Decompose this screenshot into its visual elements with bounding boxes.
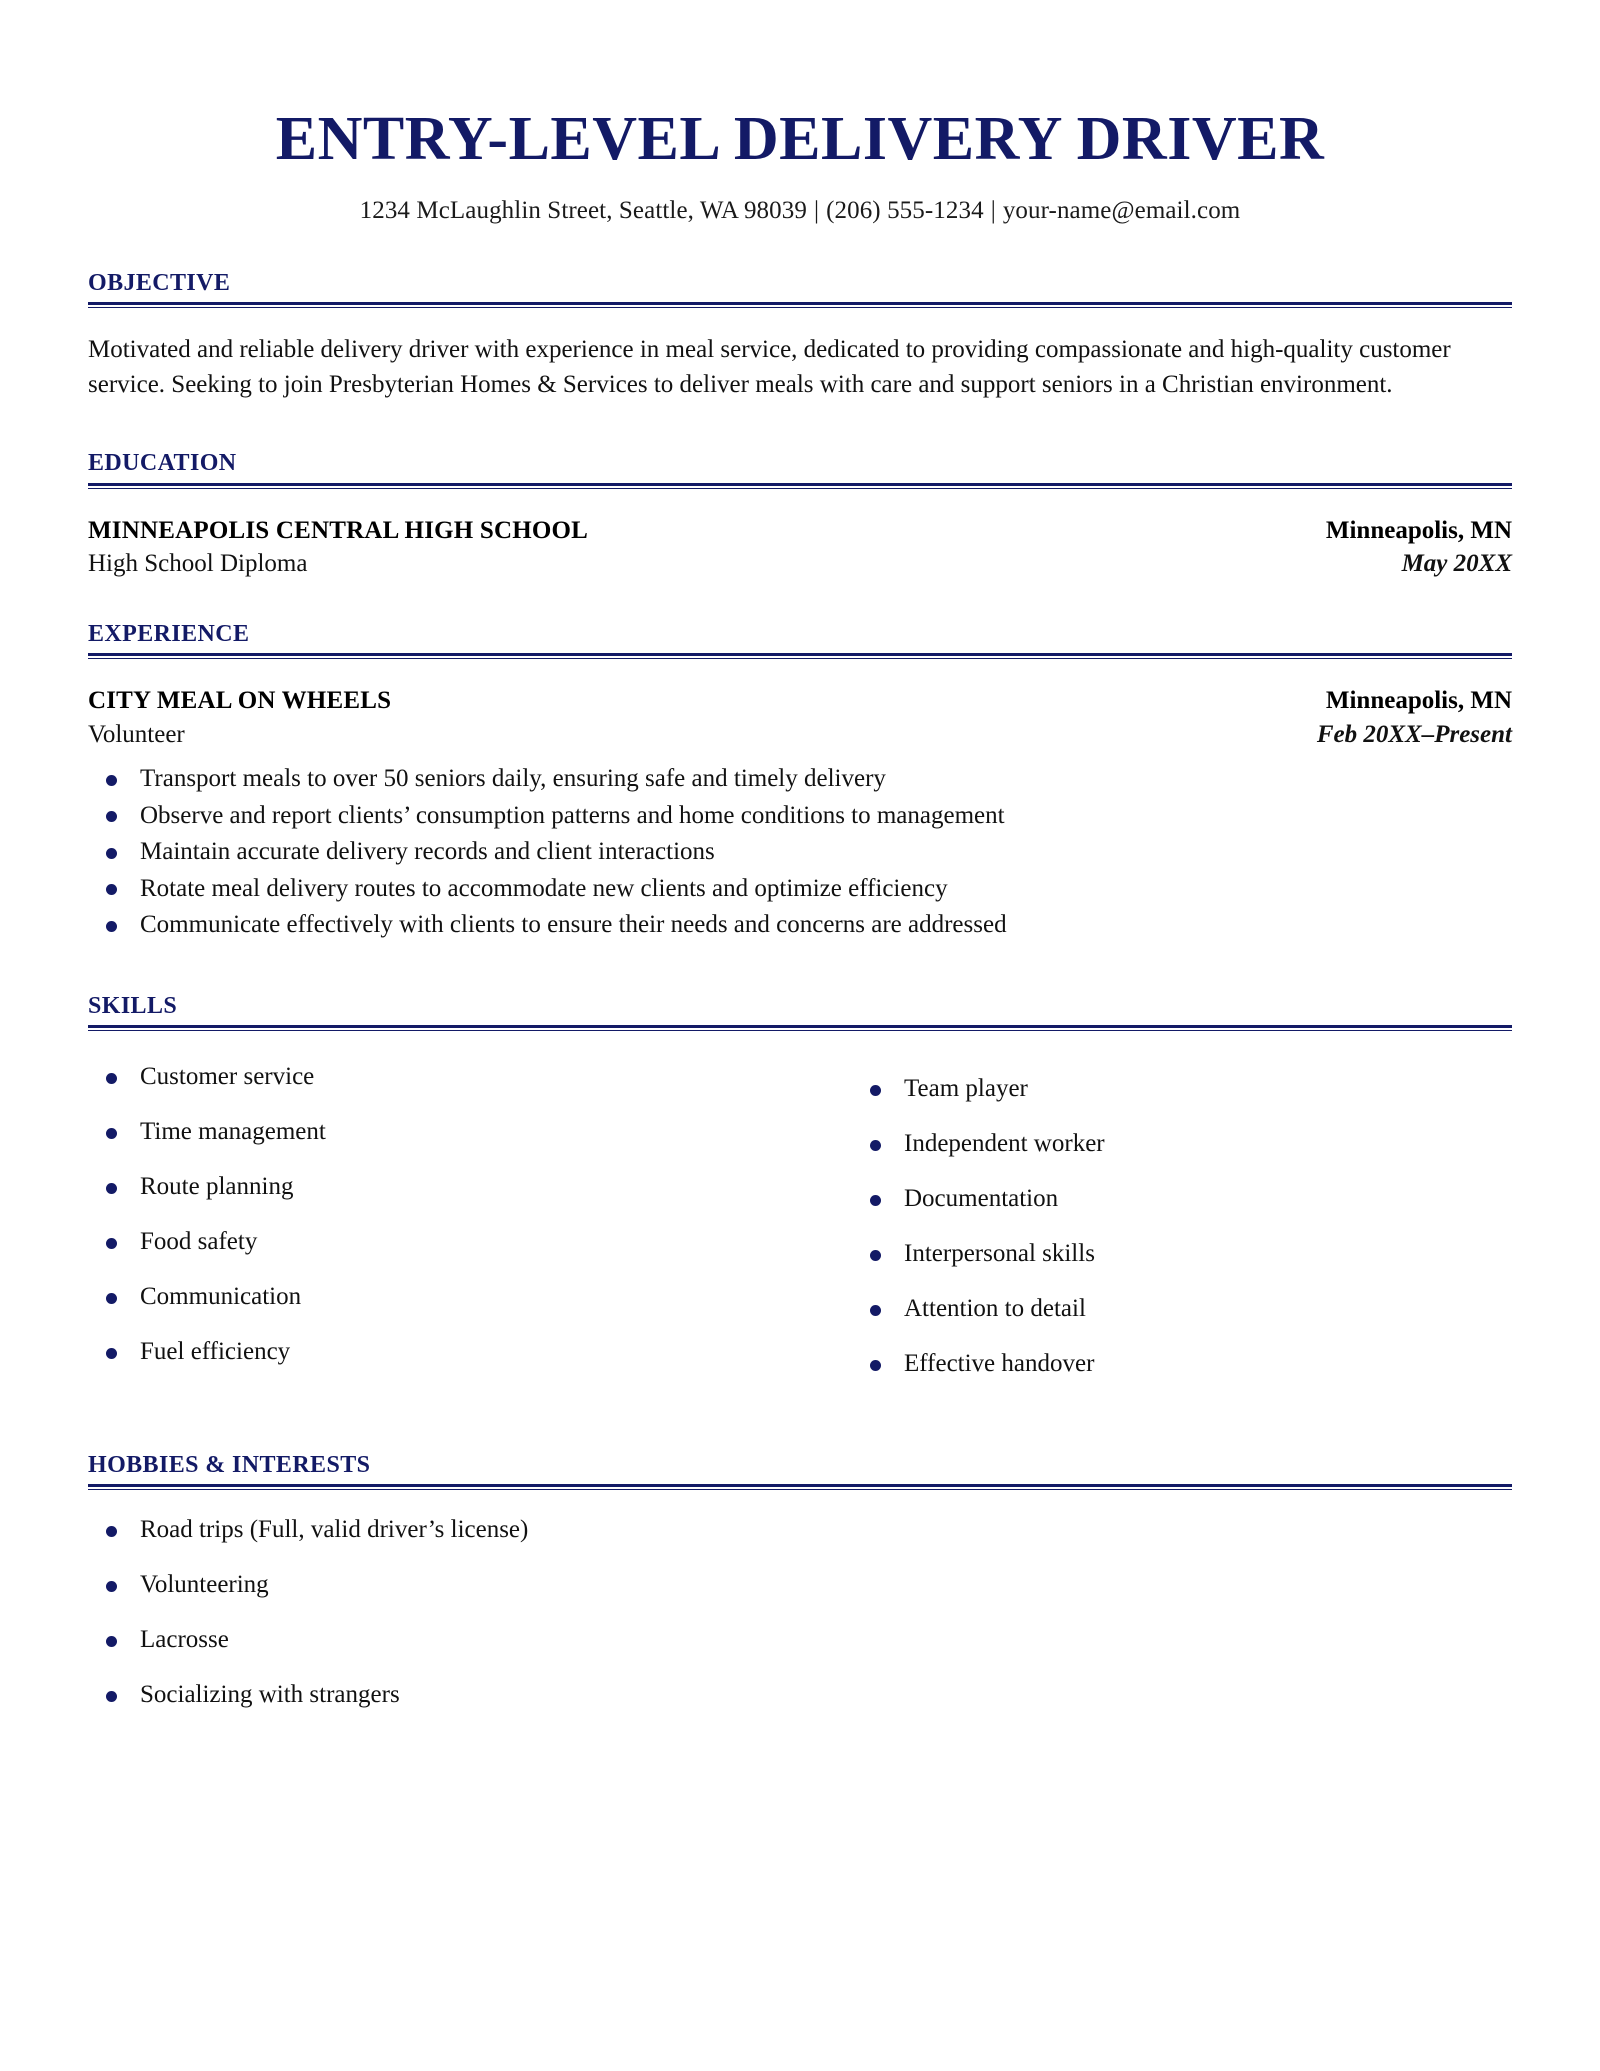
skills-column-right bbox=[800, 1062, 1512, 1404]
skill-text: Food safety bbox=[140, 1228, 258, 1256]
education-location: Minneapolis, MN bbox=[1325, 516, 1512, 544]
skill-text: Documentation bbox=[904, 1185, 1059, 1213]
bullet-dot-icon bbox=[106, 1183, 117, 1194]
section-title-hobbies: HOBBIES & INTERESTS bbox=[88, 1452, 371, 1479]
hobby-text: Socializing with strangers bbox=[140, 1681, 400, 1709]
skill-text: Attention to detail bbox=[904, 1295, 1086, 1323]
list-item bbox=[88, 871, 1512, 907]
list-item bbox=[88, 1282, 800, 1312]
bullet-dot-icon bbox=[870, 1250, 881, 1261]
list-item bbox=[88, 1570, 1512, 1600]
section-rule-education bbox=[88, 483, 1512, 489]
list-item bbox=[88, 1625, 1512, 1655]
bullet-dot-icon bbox=[106, 1128, 117, 1139]
contact-separator-2: | bbox=[990, 197, 996, 224]
list-item bbox=[88, 1337, 800, 1367]
hobby-text: Road trips (Full, valid driver’s license) bbox=[140, 1516, 529, 1544]
experience-bullet-text: Observe and report clients’ consumption patterns and home conditions to management bbox=[140, 801, 1005, 829]
education-entry-bottom-row bbox=[88, 547, 1512, 581]
section-body-objective bbox=[88, 315, 1512, 402]
experience-bullet-text: Rotate meal delivery routes to accommodate new clients and optimize efficiency bbox=[140, 874, 948, 902]
list-item bbox=[88, 1515, 1512, 1545]
bullet-dot-icon bbox=[106, 1238, 117, 1249]
bullet-dot-icon bbox=[106, 1581, 117, 1592]
section-education bbox=[88, 450, 1512, 580]
bullet-dot-icon bbox=[106, 811, 117, 822]
contact-phone: (206) 555-1234 bbox=[826, 197, 984, 224]
list-item bbox=[852, 1349, 1512, 1379]
section-header-experience bbox=[88, 621, 1512, 666]
experience-entry-top-row bbox=[88, 684, 1512, 718]
list-item bbox=[88, 907, 1512, 943]
bullet-dot-icon bbox=[870, 1360, 881, 1371]
experience-date-range: Feb 20XX–Present bbox=[1316, 720, 1512, 748]
bullet-dot-icon bbox=[870, 1195, 881, 1206]
skill-text: Time management bbox=[140, 1118, 326, 1146]
section-header-skills bbox=[88, 993, 1512, 1038]
hobby-text: Volunteering bbox=[140, 1571, 269, 1599]
bullet-dot-icon bbox=[106, 1293, 117, 1304]
list-item bbox=[852, 1074, 1512, 1104]
section-title-skills: SKILLS bbox=[88, 992, 178, 1019]
list-item bbox=[852, 1129, 1512, 1159]
skill-text: Team player bbox=[904, 1075, 1028, 1103]
section-experience bbox=[88, 621, 1512, 943]
section-objective bbox=[88, 270, 1512, 402]
bullet-dot-icon bbox=[106, 1348, 117, 1359]
section-rule-skills bbox=[88, 1025, 1512, 1031]
bullet-dot-icon bbox=[106, 775, 117, 786]
section-body-experience bbox=[88, 666, 1512, 943]
experience-location: Minneapolis, MN bbox=[1325, 687, 1512, 715]
section-skills bbox=[88, 993, 1512, 1404]
section-rule-hobbies bbox=[88, 1484, 1512, 1490]
section-body-education bbox=[88, 496, 1512, 581]
skill-text: Fuel efficiency bbox=[140, 1338, 291, 1366]
contact-address: 1234 McLaughlin Street, Seattle, WA 98039 bbox=[359, 197, 807, 224]
experience-bullet-text: Transport meals to over 50 seniors daily, ensuring safe and timely delivery bbox=[140, 765, 886, 793]
list-item bbox=[88, 1062, 800, 1092]
skill-text: Customer service bbox=[140, 1063, 315, 1091]
experience-bullet-list bbox=[88, 761, 1512, 943]
skills-list-left bbox=[88, 1062, 800, 1367]
bullet-dot-icon bbox=[106, 921, 117, 932]
list-item bbox=[88, 798, 1512, 834]
list-item bbox=[852, 1294, 1512, 1324]
bullet-dot-icon bbox=[106, 1526, 117, 1537]
education-degree: High School Diploma bbox=[88, 550, 308, 578]
contact-separator-1: | bbox=[813, 197, 820, 224]
experience-company-name: CITY MEAL ON WHEELS bbox=[88, 687, 392, 715]
section-body-hobbies bbox=[88, 1497, 1512, 1710]
experience-bullet-text: Maintain accurate delivery records and client interactions bbox=[140, 838, 715, 866]
education-school-name: MINNEAPOLIS CENTRAL HIGH SCHOOL bbox=[88, 516, 589, 544]
section-rule-objective bbox=[88, 302, 1512, 308]
skills-list-right bbox=[852, 1074, 1512, 1379]
skill-text: Communication bbox=[140, 1283, 302, 1311]
skill-text: Interpersonal skills bbox=[904, 1240, 1095, 1268]
section-title-education: EDUCATION bbox=[88, 450, 237, 477]
section-hobbies bbox=[88, 1452, 1512, 1710]
list-item bbox=[88, 1680, 1512, 1710]
list-item bbox=[88, 1172, 800, 1202]
skills-grid bbox=[88, 1056, 1512, 1404]
hobby-text: Lacrosse bbox=[140, 1626, 229, 1654]
bullet-dot-icon bbox=[106, 1636, 117, 1647]
bullet-dot-icon bbox=[870, 1140, 881, 1151]
resume-header bbox=[88, 0, 1512, 226]
section-rule-experience bbox=[88, 653, 1512, 659]
section-body-skills bbox=[88, 1038, 1512, 1404]
section-header-objective bbox=[88, 270, 1512, 315]
bullet-dot-icon bbox=[870, 1085, 881, 1096]
objective-paragraph: Motivated and reliable delivery driver with experience in meal service, dedicated to providing compassionate and high-quality customer service. Seeking to join Presbyterian Homes & Services to deliver meals with care and support seniors in a Christian environment. bbox=[88, 336, 1451, 398]
bullet-dot-icon bbox=[870, 1305, 881, 1316]
list-item bbox=[852, 1184, 1512, 1214]
skill-text: Independent worker bbox=[904, 1130, 1105, 1158]
contact-line bbox=[88, 196, 1512, 226]
section-title-experience: EXPERIENCE bbox=[88, 620, 250, 647]
page-title: ENTRY-LEVEL DELIVERY DRIVER bbox=[275, 105, 1325, 173]
section-header-education bbox=[88, 450, 1512, 495]
experience-job-title: Volunteer bbox=[88, 720, 185, 748]
list-item bbox=[852, 1239, 1512, 1269]
education-date: May 20XX bbox=[1401, 550, 1512, 578]
list-item bbox=[88, 1227, 800, 1257]
skills-column-left bbox=[88, 1062, 800, 1404]
education-entry bbox=[88, 514, 1512, 581]
bullet-dot-icon bbox=[106, 884, 117, 895]
bullet-dot-icon bbox=[106, 1073, 117, 1084]
section-title-objective: OBJECTIVE bbox=[88, 270, 231, 296]
hobbies-list bbox=[88, 1515, 1512, 1710]
skill-text: Effective handover bbox=[904, 1350, 1095, 1378]
bullet-dot-icon bbox=[106, 848, 117, 859]
contact-email: your-name@email.com bbox=[1002, 197, 1241, 224]
experience-bullet-text: Communicate effectively with clients to ensure their needs and concerns are addressed bbox=[140, 911, 1007, 939]
list-item bbox=[88, 761, 1512, 797]
bullet-dot-icon bbox=[106, 1691, 117, 1702]
section-header-hobbies bbox=[88, 1452, 1512, 1497]
experience-entry-bottom-row bbox=[88, 718, 1512, 752]
list-item bbox=[88, 834, 1512, 870]
skill-text: Route planning bbox=[140, 1173, 294, 1201]
experience-entry bbox=[88, 684, 1512, 943]
education-entry-top-row bbox=[88, 514, 1512, 548]
list-item bbox=[88, 1117, 800, 1147]
